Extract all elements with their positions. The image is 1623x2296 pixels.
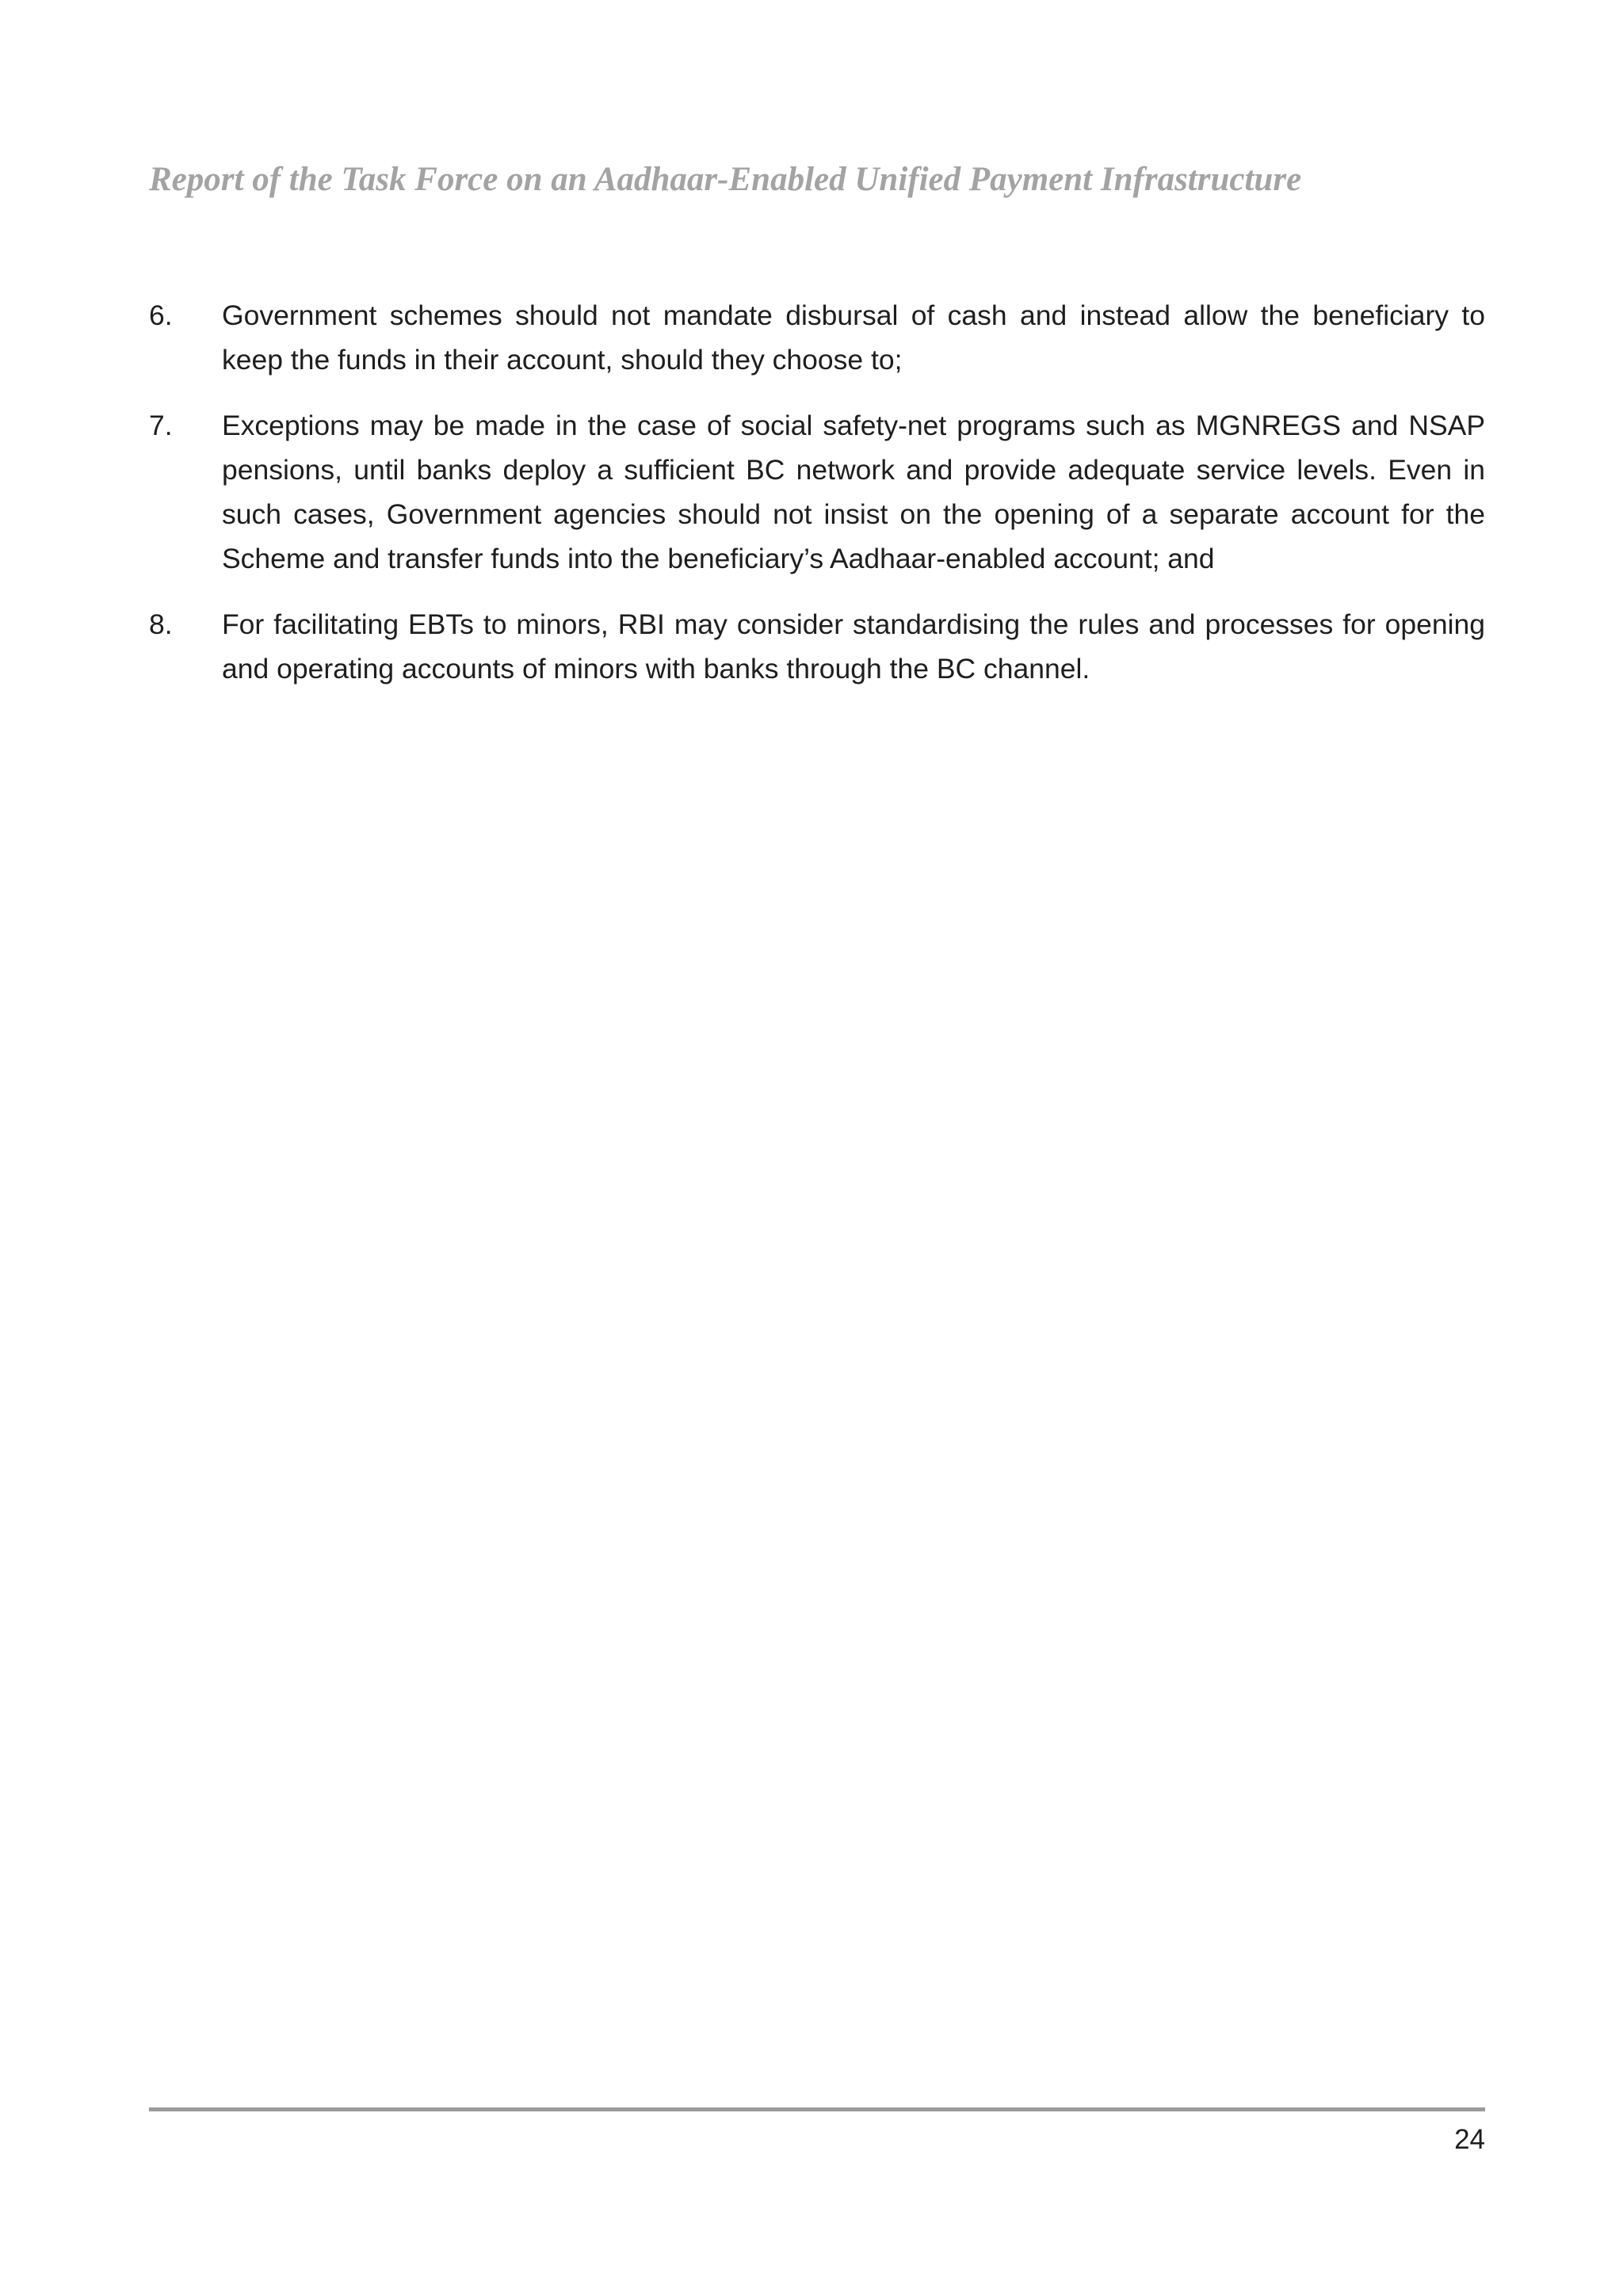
list-item (149, 602, 1485, 691)
recommendation-list (149, 293, 1485, 712)
list-item-text: Government schemes should not mandate disbursal of cash and instead allow the beneficiary to keep the funds in their account, should they choose to; (222, 299, 1485, 376)
list-item-text: Exceptions may be made in the case of social safety-net programs such as MGNREGS and NSAP pensions, until banks deploy a sufficient BC network and provide adequate service levels. Even in such cases, Government agencies should not insist on the opening of a separate account for the Scheme and transfer funds into the beneficiary’s Aadhaar-enabled account; and (222, 410, 1485, 574)
page-number: 24 (1454, 2124, 1485, 2155)
list-item (149, 293, 1485, 382)
list-item-number: 6. (149, 299, 173, 331)
list-item-number: 7. (149, 410, 173, 441)
list-item-text: For facilitating EBTs to minors, RBI may consider standardising the rules and processes for opening and operating accounts of minors with banks through the BC channel. (222, 608, 1485, 685)
footer-divider (149, 2107, 1485, 2111)
running-header-title: Report of the Task Force on an Aadhaar-Enabled Unified Payment Infrastructure (149, 161, 1302, 198)
list-item (149, 403, 1485, 581)
list-item-number: 8. (149, 608, 173, 640)
